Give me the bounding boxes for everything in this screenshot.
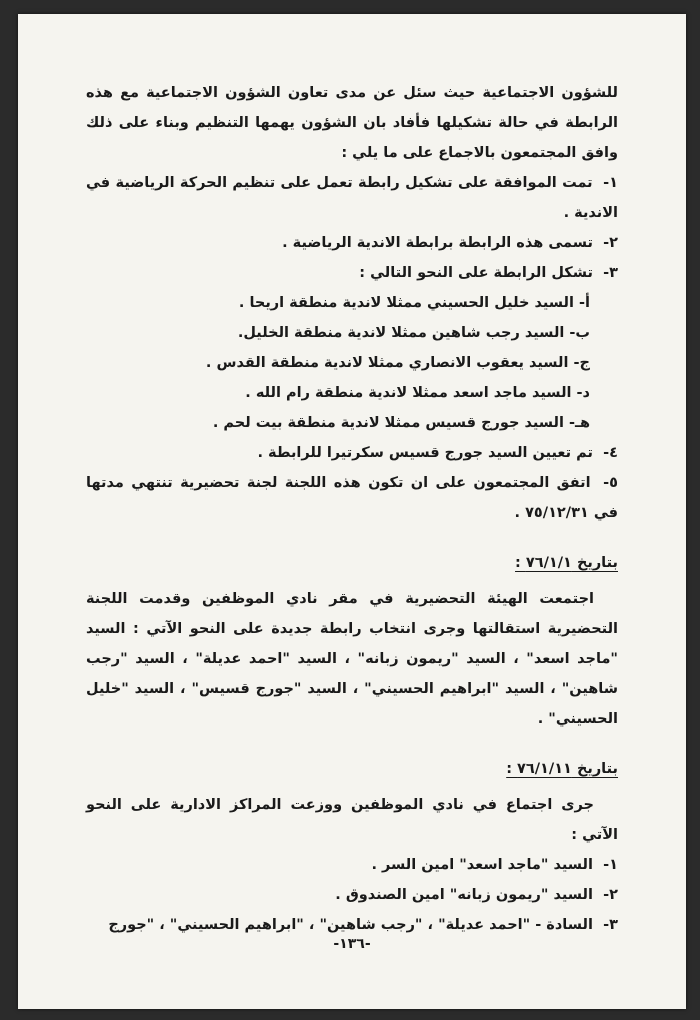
assignment-item: ٢- السيد "ريمون زبانه" امين الصندوق . — [335, 887, 618, 903]
member-item: ب- السيد رجب شاهين ممثلا لاندية منطقة الخليل. — [237, 325, 590, 341]
section-paragraph: جرى اجتماع في نادي الموظفين ووزعت المراكز الادارية على النحو الآتي : — [86, 797, 618, 843]
member-item: هـ- السيد جورج قسيس ممثلا لاندية منطقة بيت لحم . — [212, 415, 590, 431]
assignment-item: ١- السيد "ماجد اسعد" امين السر . — [371, 857, 618, 873]
member-item: أ- السيد خليل الحسيني ممثلا لاندية منطقة اريحا . — [238, 295, 590, 311]
section-date: بتاريخ ٧٦/١/١١ : — [506, 761, 618, 777]
decision-item: ٣- تشكل الرابطة على النحو التالي : — [359, 265, 618, 281]
decision-item: ٤- تم تعيين السيد جورج قسيس سكرتيرا للرابطة . — [257, 445, 618, 461]
document-body — [86, 78, 618, 940]
decision-item: ١- تمت الموافقة على تشكيل رابطة تعمل على تنظيم الحركة الرياضية في الاندية . — [86, 175, 618, 221]
assignment-item: ٣- السادة - "احمد عديلة" ، "رجب شاهين" ، "ابراهيم الحسيني" ، "جورج — [108, 917, 618, 933]
member-item: د- السيد ماجد اسعد ممثلا لاندية منطقة رام الله . — [245, 385, 590, 401]
section-paragraph: اجتمعت الهيئة التحضيرية في مقر نادي الموظفين وقدمت اللجنة التحضيرية استقالتها وجرى انتخاب رابطة جديدة على النحو الآتي : السيد "ماجد اسعد" ، السيد "ريمون زبانه" ، السيد "احمد عديلة" ، السيد "رجب شاهين" ، السيد "ابراهيم الحسيني" ، السيد "جورج قسيس" ، السيد "خليل الحسيني" . — [86, 591, 618, 727]
member-item: ج- السيد يعقوب الانصاري ممثلا لاندية منطقة القدس . — [205, 355, 590, 371]
page-number: -١٣٦- — [333, 936, 371, 952]
decision-item: ٥- اتفق المجتمعون على ان تكون هذه اللجنة لجنة تحضيرية تنتهي مدتها في ٧٥/١٢/٣١ . — [86, 475, 618, 521]
decision-item: ٢- تسمى هذه الرابطة برابطة الاندية الرياضية . — [282, 235, 618, 251]
section-date: بتاريخ ٧٦/١/١ : — [515, 555, 618, 571]
intro-paragraph: للشؤون الاجتماعية حيث سئل عن مدى تعاون الشؤون الاجتماعية مع هذه الرابطة في حالة تشكيلها فأفاد بان الشؤون يهمها التنظيم وبناء على ذلك وافق المجتمعون بالاجماع على ما يلي : — [86, 85, 618, 161]
document-page — [18, 14, 686, 1009]
